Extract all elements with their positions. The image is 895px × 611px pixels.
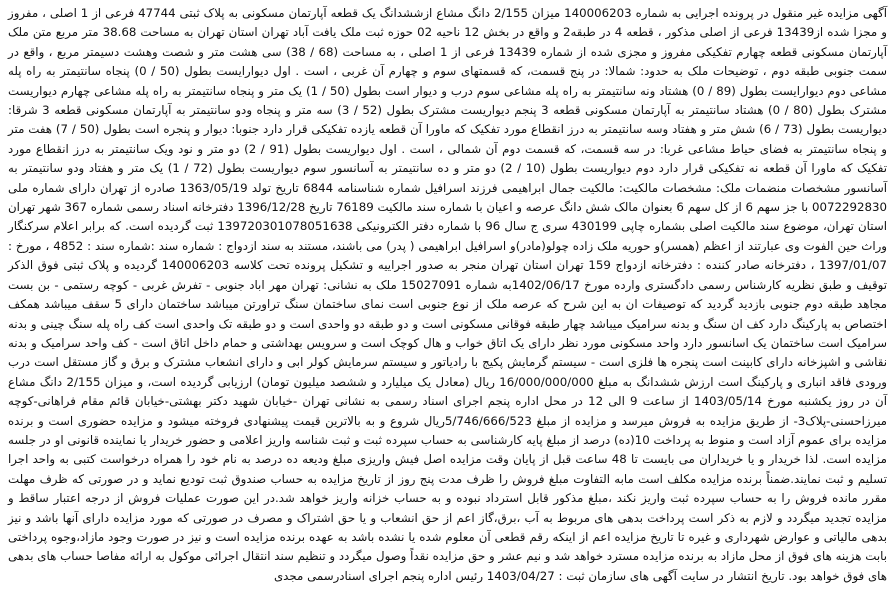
- notice-text: آگهی مزایده غیر منقول در پرونده اجرایی به شماره 140006203 میزان 2/155 دانگ مشاع ازششدانگ یک قطعه آپارتمان مسکونی به پلاک ثبتی 47744 فرعی از 1 اصلی ، مفروز و مجزا شده از13439 فرعی از اصلی مذکور ، قطعه 4 در طبقه2 و واقع در بخش 12 ناحیه 02 حوزه ثبت ملک یافت آباد تهران استان تهران به مساحت 38.68 متر مربع متن ملک آپارتمان مسکونی قطعه چهارم تفکیکی مفروز و مجزی شده از شماره 13439 فرعی از 1 اصلی ، به مساحت (68 / 38) سی هشت متر و شصت وهشت دسیمتر مربع ، واقع در سمت جنوبی طبقه دوم ، توضیحات ملک به حدود: شمالا: در پنج قسمت، که قسمتهای سوم و چهارم آن غربی ، است . اول دیوارایست بطول (50 / 0) پنجاه سانتیمتر به راه پله مشاعی دوم دیوارایست بطول (89 / 0) هشتاد ونه سانتیمتر به راه پله مشاعی سوم درب و دیوار است بطول (50 / 1) یک متر و پنجاه سانتیمتر به راه پله مشاعی چهارم دیواریست مشترک بطول (80 / 0) هشتاد سانتیمتر به آپارتمان مسکونی قطعه 3 پنجم دیواریست مشترک بطول (52 / 3) سه متر و پنجاه ودو سانتیمتر به آپارتمان مسکونی قطعه 3 شرقا: دیواریست بطول (73 / 6) شش متر و هفتاد وسه سانتیمتر به درز انقطاع مورد تفکیک که ماورا آن قطعه یازده تفکیکی قرار دارد جنوبا: دیوار و پنجره است بطول (50 / 7) هفت متر و پنجاه سانتیمتر به فضای حیاط مشاعی غربا: در سه قسمت، که قسمت دوم آن شمالی ، است . اول دیواریست بطول (91 / 2) دو متر و نود ویک سانتیمتر به درز انقطاع مورد تفکیک که ماورا آن قطعه نه تفکیکی قرار دارد دوم دیواریست بطول (10 / 2) دو متر و ده سانتیمتر به آسانسور سوم دیواریست بطول (72 / 1) یک متر و هفتاد ودو سانتیمتر به آسانسور مشخصات منضمات ملک: مشخصات مالکیت: مالکیت جمال ابراهیمی فرزند اسرافیل شماره شناسنامه 6844 تاریخ تولد 1363/05/19 صادره از تهران دارای شماره ملی 0072292830 با جز سهم 6 از کل سهم 6 بعنوان مالک شش دانگ عرصه و اعیان با شماره سند مالکیت 76189 تاریخ 1396/12/28 دفترخانه اسناد رسمی شماره 367 شهر تهران استان تهران، موضوع سند مالکیت اصلی بشماره چاپی 430199 سری ج سال 96 با شماره دفتر الکترونیکی 139720301078051638 ثبت گردیده است. که برابر اعلام سرکنگار وراث حین الفوت وی عبارتند از اعظم (همسر)و حوریه ملک زاده چولو(مادر)و اسرافیل ابراهیمی ( پدر) می باشند، مستند به سند ازدواج : شماره سند :شماره سند : 4852 ، مورخ : 1397/01/07 ، دفترخانه صادر کننده : دفترخانه ازدواج 159 تهران استان تهران منجر به صدور اجراییه و تشکیل پرونده تحت کلاسه 140006203 گردیده و پلاک ثبتی فوق الذکر توقیف و طبق نظریه کارشناس رسمی دادگستری وارده مورخ 1402/06/17به شماره 15027091 ملک به نشانی: تهران مهر اباد جنوبی - تفرش غربی - کوچه رستمی - بن بست مجاهد طبقه دوم جنوبی بازدید گردید که توصیفات ان به این شرح که عرصه ملک از نوع جنوبی است نمای ساختمان سنگ تراورتن میباشد ساختمان دارای 5 سقف میباشد همکف اختصاص به پارکینگ دارد کف ان سنگ و بدنه سرامیک میباشد چهار طبقه فوقانی مسکونی است و دو طبقه دو واحدی است و دو طبقه تک واحدی است کف راه پله سنگ چینی و بدنه سرامیک است ساختمان یک اسانسور دارد واحد مسکونی مورد نظر دارای یک اتاق خواب و هال کوچک است و سرویس بهداشتی و حمام داخل اتاق است - کف واحد سرامیک و بدنه نقاشی و اشپزخانه دارای کابینت است پنجره ها فلزی است - سیستم گرمایش پکیج با رادیاتور و سیستم سرمایش کولر ابی و دارای انشعاب مشترک و برق و گاز مستقل است درب ورودی فاقد انباری و پارکینگ است ارزش ششدانگ به مبلغ 16/000/000/000 ریال (معادل یک میلیارد و ششصد میلیون تومان) ارزیابی گردیده است، و میزان 2/155 دانگ مشاع آن در روز یکشنبه مورخ 1403/05/14 از ساعت 9 الی 12 در محل اداره پنجم اجرای اسناد رسمی به نشانی تهران -خیابان شهید دکتر بهشتی-خیابان قائم مقام فراهانی-کوچه میرزاحسنی-پلاک3- از طریق مزایده به فروش میرسد و مزایده از مبلغ 5/746/666/523ریال شروع و به بالاترین قیمت پیشنهادی فروخته میشود و مزایده حضوری است و برنده مزایده برای عموم آزاد است و منوط به پرداخت 10(ده) درصد از مبلغ پایه کارشناسی به حساب سپرده ثبت و ثبت شناسه واریز اعلامی و حضور خریدار یا نماینده قانونی او در جلسه مزایده است. لذا خریدار و یا خریداران می بایست تا 48 ساعت قبل از پایان وقت مزایده اصل فیش واریزی مبلغ ودیعه ده درصد به نام خود را همراه درخواست کتبی به واحد اجرا تسلیم و ثبت نمایند.ضمناً برنده مزایده مکلف است مابه التفاوت مبلغ فروش را ظرف مدت پنج روز از تاریخ مزایده به حساب صندوق ثبت تودیع نماید و در صورتی که ظرف مهلت مقرر مانده فروش را به حساب سپرده ثبت واریز نکند ،مبلغ مذکور قابل استرداد نبوده و به حساب خزانه واریز خواهد شد.در این صورت عملیات فروش از درجه اعتبار ساقط و مزایده تجدید میگردد و لازم به ذکر است پرداخت بدهی های مربوط به آب ،برق،گاز اعم از حق انشعاب و یا حق اشتراک و مصرف در صورتی که مورد مزایده دارای آنها باشد و نیز بدهی مالیاتی و عوارض شهرداری و غیره تا تاریخ مزایده اعم از اینکه رقم قطعی آن معلوم شده یا نشده باشد به عهده برنده مزایده است و نیز در صورت وجود مازاد،وجوه پرداختی بابت هزینه های فوق از محل مازاد به برنده مزایده مسترد خواهد شد و نیم عشر و حق مزایده نقداً وصول میگردد و تنظیم سند انتقال اجرائی موکول به ارائه مفاصا حساب های بدهی های فوق خواهد بود. تاریخ انتشار در سایت آگهی های سازمان ثبت : 1403/04/27 رئیس اداره پنجم اجرای اسنادرسمی مجدی: [8, 6, 888, 583]
